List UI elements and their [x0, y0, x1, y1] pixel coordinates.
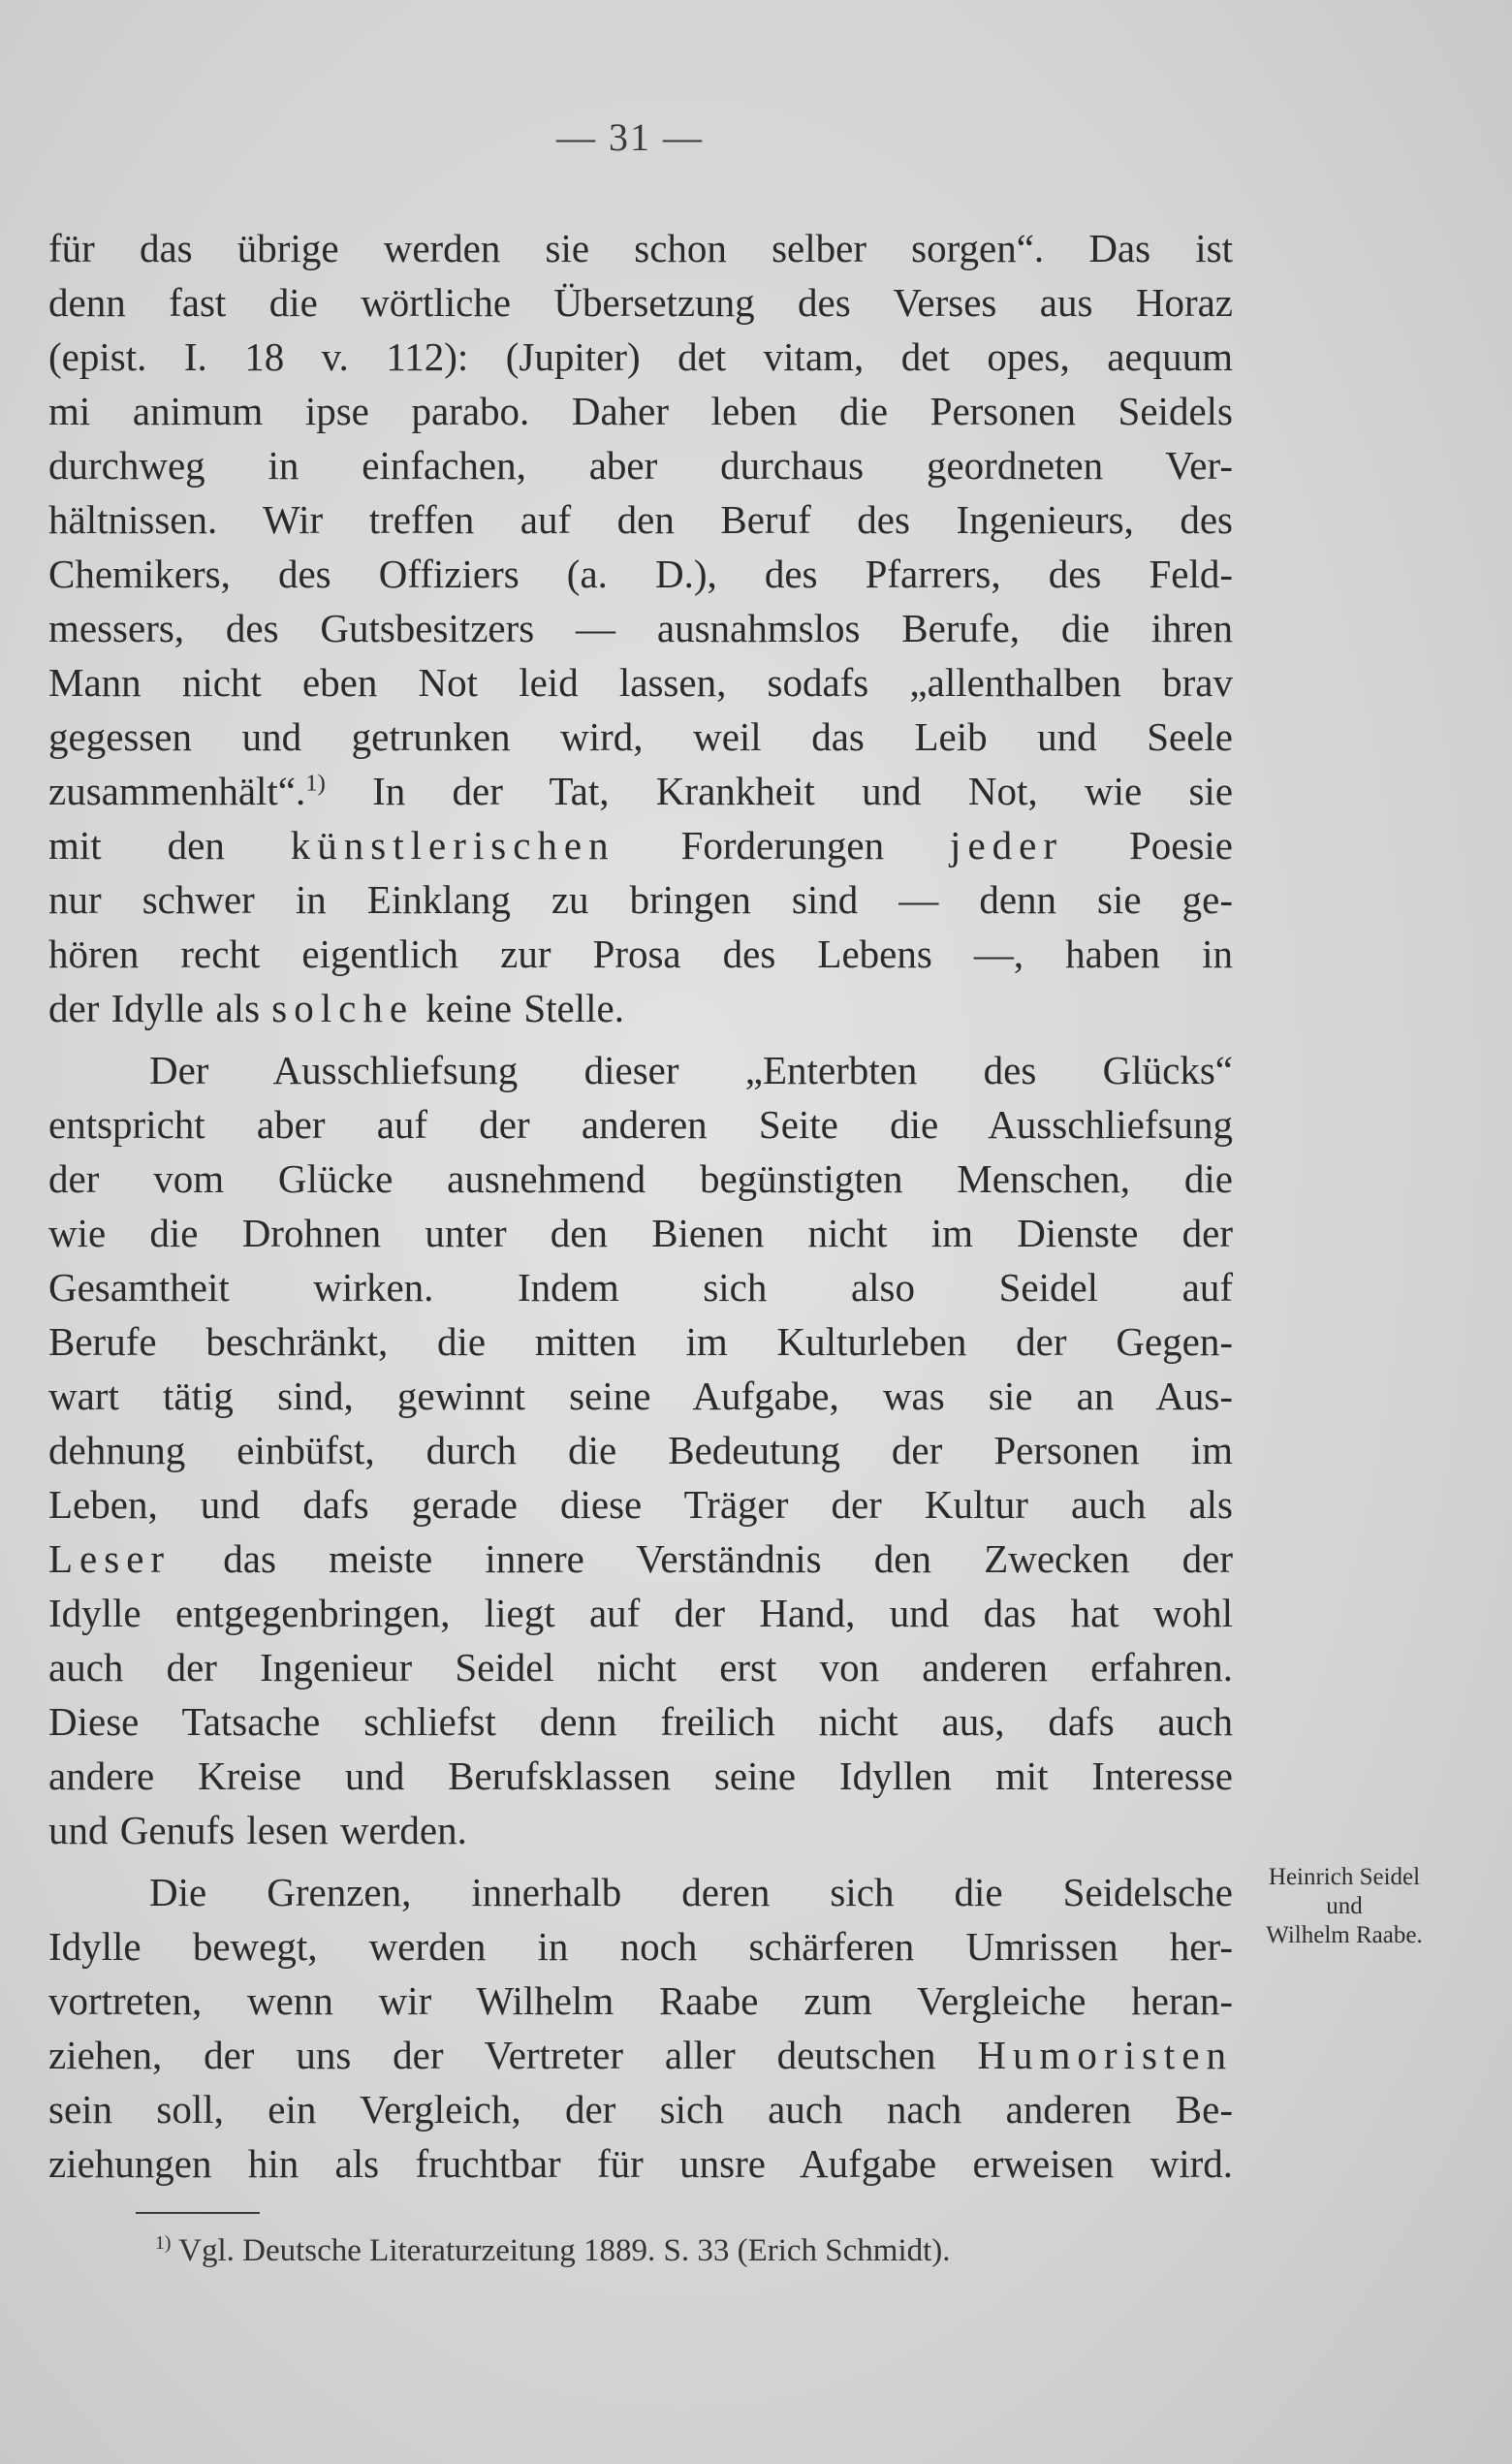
text-line: Mann nicht eben Not leid lassen, sodafs „allenthalben brav [48, 660, 1233, 705]
margin-note-line: Heinrich Seidel [1268, 1864, 1421, 1890]
text-line: hältnissen. Wir treffen auf den Beruf des Ingenieurs, des [48, 497, 1233, 542]
text-line: und Genufs lesen werden. [48, 1808, 467, 1852]
margin-note-line: und [1326, 1893, 1363, 1919]
text-line: Berufe beschränkt, die mitten im Kulturleben der Gegen- [48, 1319, 1233, 1364]
text-line: durchweg in einfachen, aber durchaus geordneten Ver- [48, 443, 1233, 488]
text-line [48, 1532, 1233, 1586]
text-line: ziehungen hin als fruchtbar für unsre Aufgabe erweisen wird. [48, 2141, 1233, 2186]
text-line: der vom Glücke ausnehmend begünstigten Menschen, die [48, 1156, 1233, 1201]
footnote-reference: 1) [305, 770, 326, 797]
text-line: Chemikers, des Offiziers (a. D.), des Pfarrers, des Feld- [48, 552, 1233, 596]
text-line: auch der Ingenieur Seidel nicht erst von anderen erfahren. [48, 1645, 1233, 1690]
body-text [48, 221, 1233, 2191]
text-line: für das übrige werden sie schon selber sorgen“. Das ist [48, 226, 1233, 270]
text-line: messers, des Gutsbesitzers — ausnahmslos Berufe, die ihren [48, 606, 1233, 650]
paragraph-gap [48, 1035, 1233, 1043]
text-line: andere Kreise und Berufsklassen seine Idyllen mit Interesse [48, 1753, 1233, 1798]
emphasis-spaced: Humoristen [977, 2033, 1234, 2077]
text-line: Die Grenzen, innerhalb deren sich die Seidelsche [149, 1870, 1233, 1914]
text-line: nur schwer in Einklang zu bringen sind — denn sie ge- [48, 877, 1233, 922]
text-run: zusammenhält“. [48, 769, 306, 813]
footnote-text: Vgl. Deutsche Literaturzeitung 1889. S. 33 (Erich Schmidt). [178, 2233, 951, 2268]
footnote [155, 2229, 951, 2272]
text-line: vortreten, wenn wir Wilhelm Raabe zum Vergleiche heran- [48, 1978, 1233, 2023]
text-line [48, 981, 1233, 1035]
text-line: mi animum ipse parabo. Daher leben die Personen Seidels [48, 389, 1233, 433]
text-line: wie die Drohnen unter den Bienen nicht im Dienste der [48, 1211, 1233, 1255]
footnote-marker: 1) [155, 2232, 172, 2254]
text-line: Idylle entgegenbringen, liegt auf der Hand, und das hat wohl [48, 1591, 1233, 1635]
text-run: Poesie [1128, 823, 1233, 868]
emphasis-spaced: jeder [950, 823, 1063, 868]
text-line: gegessen und getrunken wird, weil das Leib und Seele [48, 714, 1233, 759]
margin-note [1233, 1863, 1456, 1950]
text-line: Leben, und dafs gerade diese Träger der Kultur auch als [48, 1482, 1233, 1527]
text-run: das meiste innere Verständnis den Zwecken der [223, 1536, 1234, 1581]
text-line: hören recht eigentlich zur Prosa des Lebens —, haben in [48, 932, 1233, 976]
text-run: keine Stelle. [425, 986, 624, 1030]
text-run: mit den [48, 823, 225, 868]
paragraph-gap [48, 1857, 1233, 1865]
text-line: denn fast die wörtliche Übersetzung des Verses aus Horaz [48, 280, 1233, 325]
text-line: entspricht aber auf der anderen Seite die Ausschliefsung [48, 1102, 1233, 1147]
text-run: ziehen, der uns der Vertreter aller deutschen [48, 2033, 936, 2077]
text-line: Idylle bewegt, werden in noch schärferen Umrissen her- [48, 1924, 1233, 1969]
text-line [48, 764, 1233, 818]
page-number: — 31 — [556, 115, 704, 159]
text-line: (epist. I. 18 v. 112): (Jupiter) det vitam, det opes, aequum [48, 334, 1233, 379]
text-line [48, 818, 1233, 872]
emphasis-spaced: solche [271, 986, 415, 1030]
emphasis-spaced: Leser [48, 1536, 172, 1581]
text-line: Gesamtheit wirken. Indem sich also Seidel auf [48, 1265, 1233, 1310]
text-run: In der Tat, Krankheit und Not, wie sie [372, 769, 1234, 813]
text-run: Forderungen [680, 823, 885, 868]
text-line: sein soll, ein Vergleich, der sich auch nach anderen Be- [48, 2087, 1233, 2132]
footnote-rule [136, 2212, 260, 2214]
text-line: dehnung einbüfst, durch die Bedeutung der Personen im [48, 1428, 1233, 1472]
margin-note-line: Wilhelm Raabe. [1266, 1922, 1423, 1948]
text-line [48, 2028, 1233, 2082]
text-run: der Idylle als [48, 986, 261, 1030]
emphasis-spaced: künstlerischen [290, 823, 615, 868]
text-line: Der Ausschliefsung dieser „Enterbten des Glücks“ [149, 1048, 1233, 1092]
text-line: wart tätig sind, gewinnt seine Aufgabe, was sie an Aus- [48, 1374, 1233, 1418]
text-line: Diese Tatsache schliefst denn freilich nicht aus, dafs auch [48, 1699, 1233, 1744]
